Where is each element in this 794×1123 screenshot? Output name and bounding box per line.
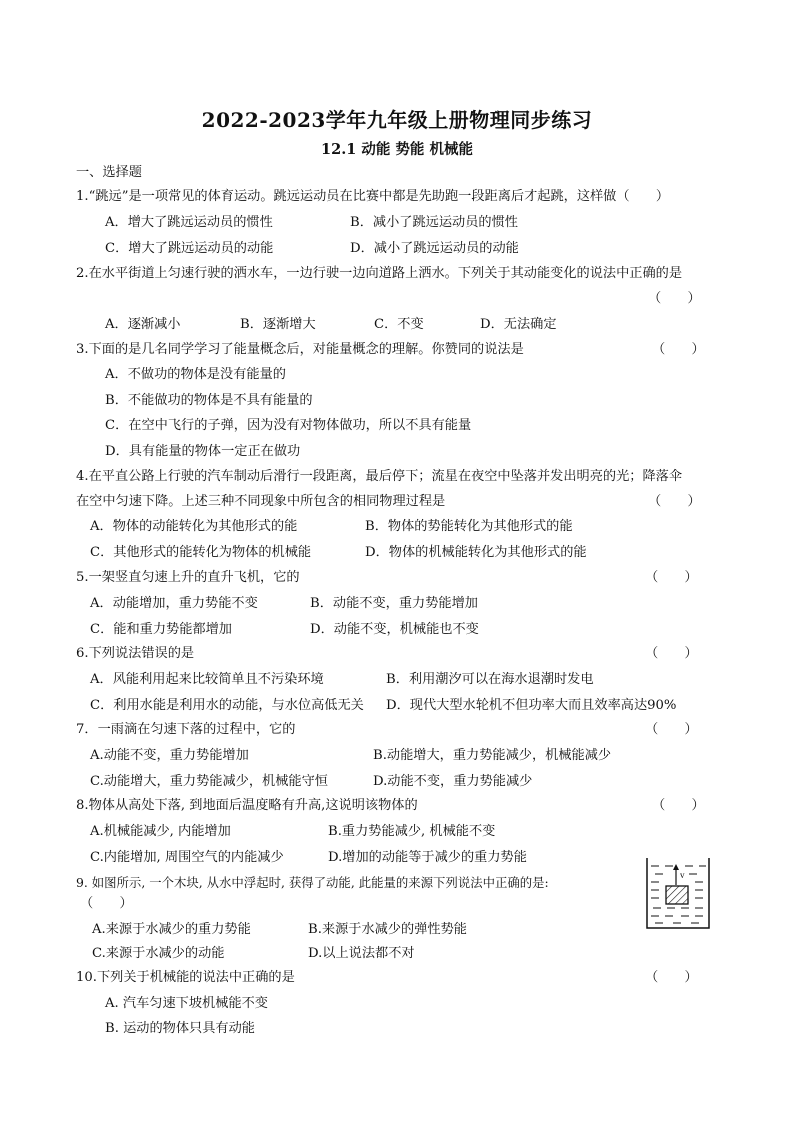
- q3-option-b: B．不能做功的物体是不具有能量的: [105, 393, 313, 408]
- q4-option-d: D．物体的机械能转化为其他形式的能: [365, 545, 587, 560]
- velocity-label: v: [680, 870, 685, 880]
- q4-answer-blank: （ ）: [648, 494, 701, 509]
- q8-stem: 8.物体从高处下落, 到地面后温度略有升高,这说明该物体的: [76, 798, 418, 813]
- q7-option-a: A.动能不变，重力势能增加: [90, 748, 249, 763]
- q7-answer-blank: （ ）: [645, 722, 698, 737]
- q4-stem-line-2: 在空中匀速下降。上述三种不同现象中所包含的相同物理过程是: [76, 494, 446, 509]
- velocity-arrowhead: [673, 864, 679, 870]
- q8-option-d: D.增加的动能等于减少的重力势能: [328, 850, 527, 865]
- page-title: 2022-2023学年九年级上册物理同步练习: [201, 108, 593, 132]
- q4-option-a: A．物体的动能转化为其他形式的能: [90, 519, 298, 534]
- q2-option-d: D．无法确定: [480, 317, 557, 332]
- q4-stem-line-1: 4.在平直公路上行驶的汽车制动后滑行一段距离，最后停下；流星在夜空中坠落并发出明亮的光；降落伞: [76, 469, 683, 484]
- q3-answer-blank: （ ）: [652, 342, 705, 357]
- q9-answer-blank: （ ）: [80, 896, 133, 911]
- q5-option-c: C．能和重力势能都增加: [90, 622, 232, 637]
- q6-option-a: A．风能利用起来比较简单且不污染环境: [90, 672, 324, 687]
- q2-answer-blank: （ ）: [648, 291, 701, 306]
- q4-option-b: B．物体的势能转化为其他形式的能: [365, 519, 573, 534]
- q1-option-a: A．增大了跳远运动员的惯性: [105, 215, 273, 230]
- q9-option-c: C.来源于水减少的动能: [92, 946, 225, 961]
- q9-option-a: A.来源于水减少的重力势能: [92, 922, 251, 937]
- q7-option-c: C.动能增大，重力势能减少，机械能守恒: [90, 774, 328, 789]
- q2-option-b: B．逐渐增大: [240, 317, 316, 332]
- q2-option-c: C．不变: [374, 317, 424, 332]
- q9-stem: 9. 如图所示, 一个木块, 从水中浮起时, 获得了动能, 此能量的来源下列说法中正确的是:: [76, 875, 549, 890]
- q10-option-b: B. 运动的物体只具有动能: [105, 1021, 255, 1036]
- q5-stem: 5.一架竖直匀速上升的直升飞机，它的: [76, 570, 300, 585]
- q4-option-c: C．其他形式的能转化为物体的机械能: [90, 545, 312, 560]
- q3-option-c: C．在空中飞行的子弹，因为没有对物体做功，所以不具有能量: [105, 418, 472, 433]
- q7-stem: 7．一雨滴在匀速下落的过程中，它的: [76, 722, 296, 737]
- q6-answer-blank: （ ）: [645, 646, 698, 661]
- q6-stem: 6.下列说法错误的是: [76, 646, 195, 661]
- q10-stem: 10.下列关于机械能的说法中正确的是: [76, 970, 295, 985]
- q10-option-a: A. 汽车匀速下坡机械能不变: [105, 996, 268, 1011]
- q6-option-c: C．利用水能是利用水的动能，与水位高低无关: [90, 698, 364, 713]
- q10-answer-blank: （ ）: [645, 970, 698, 985]
- section-heading: 一、选择题: [76, 165, 142, 180]
- q2-option-a: A．逐渐减小: [105, 317, 181, 332]
- q8-option-c: C.内能增加, 周围空气的内能减少: [90, 850, 284, 865]
- q5-answer-blank: （ ）: [645, 570, 698, 585]
- q5-option-d: D．动能不变，机械能也不变: [310, 622, 479, 637]
- q6-option-b: B．利用潮汐可以在海水退潮时发电: [386, 672, 594, 687]
- q9-figure-svg: [645, 856, 711, 930]
- q3-stem: 3.下面的是几名同学学习了能量概念后，对能量概念的理解。你赞同的说法是: [76, 342, 524, 357]
- q3-option-d: D．具有能量的物体一定正在做功: [105, 444, 301, 459]
- q1-option-c: C．增大了跳远运动员的动能: [105, 241, 274, 256]
- q9-option-d: D.以上说法都不对: [308, 946, 415, 961]
- page-subtitle: 12.1 动能 势能 机械能: [321, 141, 473, 158]
- q8-answer-blank: （ ）: [652, 798, 705, 813]
- q9-water-container-figure: [645, 856, 711, 930]
- q7-option-b: B.动能增大，重力势能减少，机械能减少: [373, 748, 612, 763]
- q9-option-b: B.来源于水减少的弹性势能: [308, 922, 467, 937]
- q5-option-a: A．动能增加，重力势能不变: [90, 596, 258, 611]
- q3-option-a: A．不做功的物体是没有能量的: [105, 367, 286, 382]
- q2-stem: 2.在水平街道上匀速行驶的洒水车，一边行驶一边向道路上洒水。下列关于其动能变化的说法中正确的是: [76, 266, 683, 281]
- q1-option-d: D．减小了跳远运动员的动能: [350, 241, 519, 256]
- q7-option-d: D.动能不变，重力势能减少: [373, 774, 533, 789]
- q8-option-a: A.机械能减少, 内能增加: [90, 824, 231, 839]
- wooden-block: [666, 886, 688, 904]
- q1-stem: 1.“跳远”是一项常见的体育运动。跳远运动员在比赛中都是先助跑一段距离后才起跳，这样做（ ）: [76, 189, 670, 204]
- q6-option-d: D．现代大型水轮机不但功率大而且效率高达90%: [386, 698, 677, 713]
- q5-option-b: B．动能不变，重力势能增加: [310, 596, 478, 611]
- q8-option-b: B.重力势能减少, 机械能不变: [328, 824, 496, 839]
- q1-option-b: B．减小了跳远运动员的惯性: [350, 215, 518, 230]
